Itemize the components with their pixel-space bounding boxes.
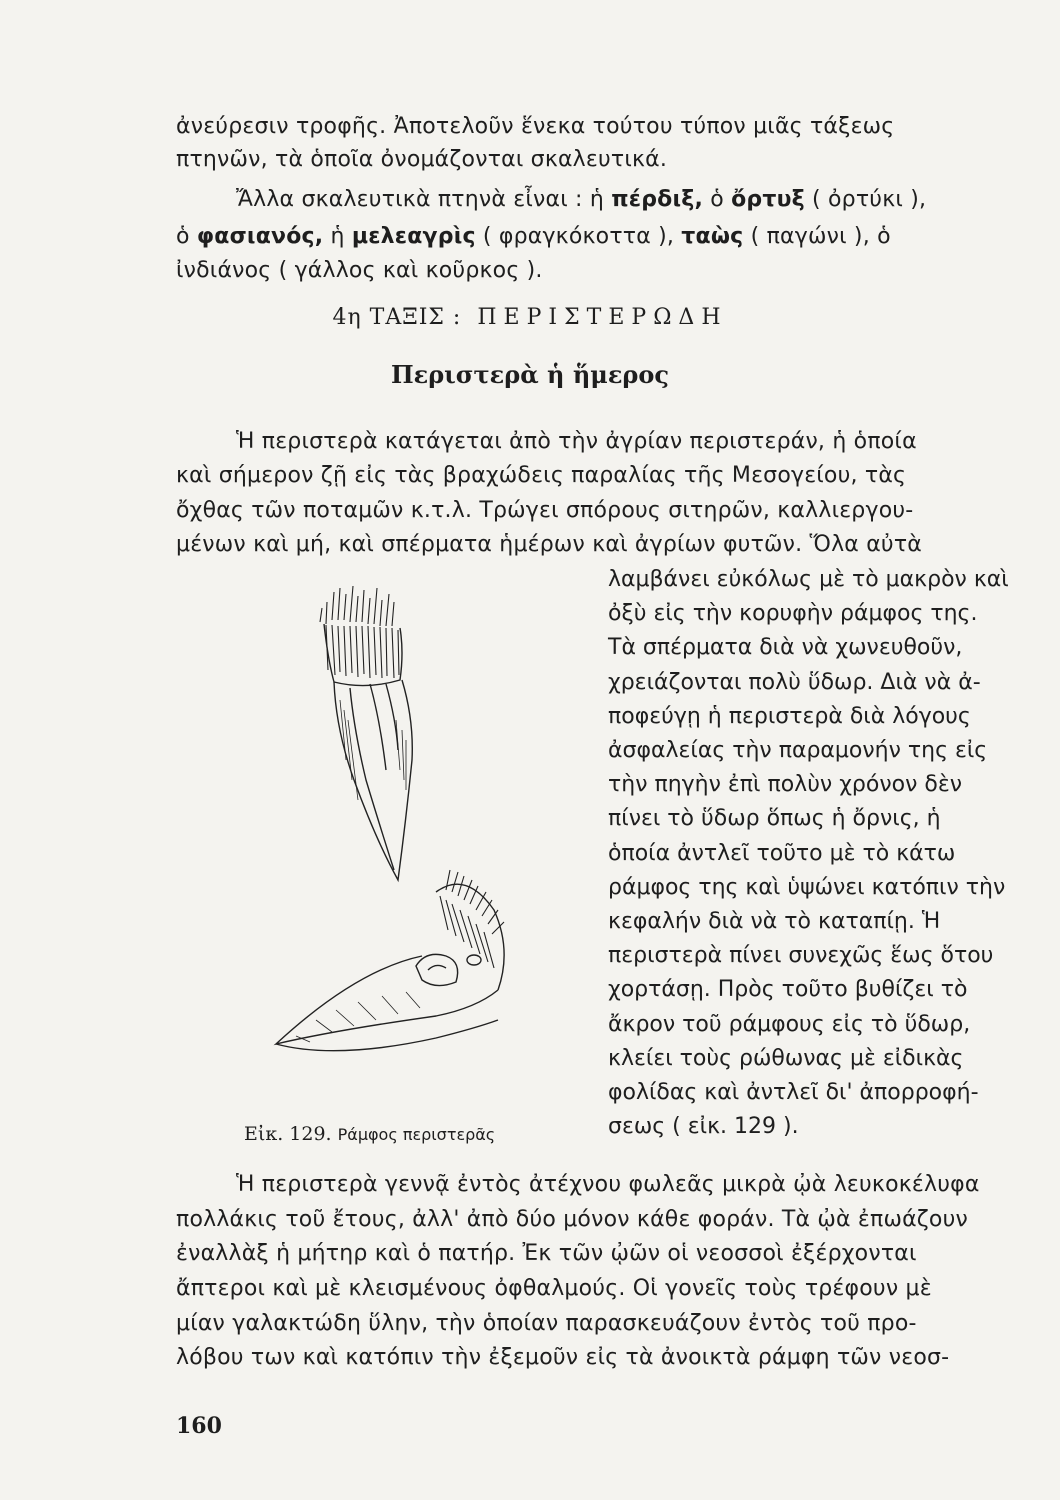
text-line: ἄπτεροι καὶ μὲ κλεισμένους ὀφθαλμούς. Οἱ γονεῖς τοὺς τρέφουν μὲ [176,1276,932,1301]
text-line: καὶ σήμερον ζῇ εἰς τὰς βραχώδεις παραλίας τῆς Μεσογείου, τὰς [176,463,907,488]
column-text-line: κεφαλήν διὰ νὰ τὸ καταπίῃ. Ἡ [608,909,941,934]
text-span: ( ὀρτύκι ), [804,187,927,212]
column-text-line: Τὰ σπέρματα διὰ νὰ χωνευθοῦν, [608,635,963,661]
text-line: ὄχθας τῶν ποταμῶν κ.τ.λ. Τρώγει σπόρους σιτηρῶν, καλλιεργου- [176,498,914,523]
figure-label: Εἰκ. 129. [244,1123,332,1145]
column-text-line: λαμβάνει εὐκόλως μὲ τὸ μακρὸν καὶ [608,567,1009,592]
beak-illustration [236,580,576,1100]
figure-caption-text: Ράμφος περιστερᾶς [337,1125,496,1144]
column-text-line: χρειάζονται πολὺ ὕδωρ. Διὰ νὰ ἀ- [608,669,981,695]
column-text-line: ποφεύγῃ ἡ περιστερὰ διὰ λόγους [608,703,971,729]
birds-line-1 [176,183,927,216]
beak-front-view [320,586,412,880]
text-span: ὁ [176,224,197,249]
order-number: 4η ΤΑΞΙΣ : [332,305,462,330]
bird-name-partridge: πέρδιξ, [611,187,704,212]
column-text-line: κλείει τοὺς ρώθωνας μὲ εἰδικὰς [608,1045,964,1071]
order-name: ΠΕΡΙΣΤΕΡΩΔΗ [477,305,728,330]
bird-name-peacock: ταὼς [681,224,744,249]
column-text-line: ὀξὺ εἰς τὴν κορυφὴν ράμφος της. [608,601,978,627]
column-text-line: ἄκρον τοῦ ράμφους εἰς τὸ ὕδωρ, [608,1011,971,1037]
text-line: ἐναλλὰξ ἡ μήτηρ καὶ ὁ πατήρ. Ἐκ τῶν ᾠῶν οἱ νεοσσοὶ ἐξέρχονται [176,1241,917,1266]
text-span: ( παγώνι ), ὁ [743,224,891,249]
bird-name-quail: ὄρτυξ [731,187,805,212]
text-span: ὁ [703,187,732,212]
text-line: ἰνδιάνος ( γάλλος καὶ κοῦρκος ). [176,258,543,283]
text-line: μίαν γαλακτώδη ὕλην, τὴν ὁποίαν παρασκευάζουν ἐντὸς τοῦ προ- [176,1311,917,1336]
figure-caption [244,1123,495,1145]
column-text-line: ὁποία ἀντλεῖ τοῦτο μὲ τὸ κάτω [608,840,956,866]
column-text-line: πίνει τὸ ὕδωρ ὅπως ἡ ὄρνις, ἡ [608,806,941,832]
section-title: Περιστερὰ ἡ ἥμερος [390,360,670,389]
text-line: μένων καὶ μή, καὶ σπέρματα ἡμέρων καὶ ἀγρίων φυτῶν. Ὅλα αὐτὰ [176,532,922,557]
text-line: ἀνεύρεσιν τροφῆς. Ἀποτελοῦν ἕνεκα τούτου τύπον μιᾶς τάξεως [176,114,895,139]
birds-line-2 [176,220,891,253]
column-text-line: ἀσφαλείας τὴν παραμονήν της εἰς [608,738,988,763]
column-text-line: τὴν πηγὴν ἐπὶ πολὺν χρόνον δὲν [608,772,963,798]
text-line: Ἡ περιστερὰ κατάγεται ἀπὸ τὴν ἀγρίαν περιστεράν, ἡ ὁποία [236,429,917,454]
text-line: πολλάκις τοῦ ἔτους, ἀλλ' ἀπὸ δύο μόνον κάθε φοράν. Τὰ ᾠὰ ἐπωάζουν [176,1207,969,1232]
text-span: ( φραγκόκοττα ), [475,224,682,249]
text-line: πτηνῶν, τὰ ὁποῖα ὀνομάζονται σκαλευτικά. [176,147,668,172]
bird-name-guineafowl: μελεαγρὶς [351,224,476,249]
text-span: ἡ [323,224,352,249]
column-text-line: περιστερὰ πίνει συνεχῶς ἕως ὅτου [608,943,994,969]
column-text-line: σεως ( εἰκ. 129 ). [608,1114,799,1140]
text-span: Ἄλλα σκαλευτικὰ πτηνὰ εἶναι : ἡ [236,187,612,212]
bird-name-pheasant: φασιανός, [196,224,324,249]
page-number: 160 [176,1413,222,1439]
order-heading [0,305,1060,330]
beak-side-view [276,870,504,1051]
column-text-line: φολίδας καὶ ἀντλεῖ δι' ἀπορροφή- [608,1080,979,1105]
text-line: Ἡ περιστερὰ γεννᾷ ἐντὸς ἀτέχνου φωλεᾶς μικρὰ ᾠὰ λευκοκέλυφα [236,1172,980,1197]
column-text-line: χορτάσῃ. Πρὸς τοῦτο βυθίζει τὸ [608,977,968,1003]
column-text-line: ράμφος της καὶ ὑψώνει κατόπιν τὴν [608,874,1006,900]
text-line: λόβου των καὶ κατόπιν τὴν ἐξεμοῦν εἰς τὰ ἀνοικτὰ ράμφη τῶν νεοσ- [176,1345,950,1370]
